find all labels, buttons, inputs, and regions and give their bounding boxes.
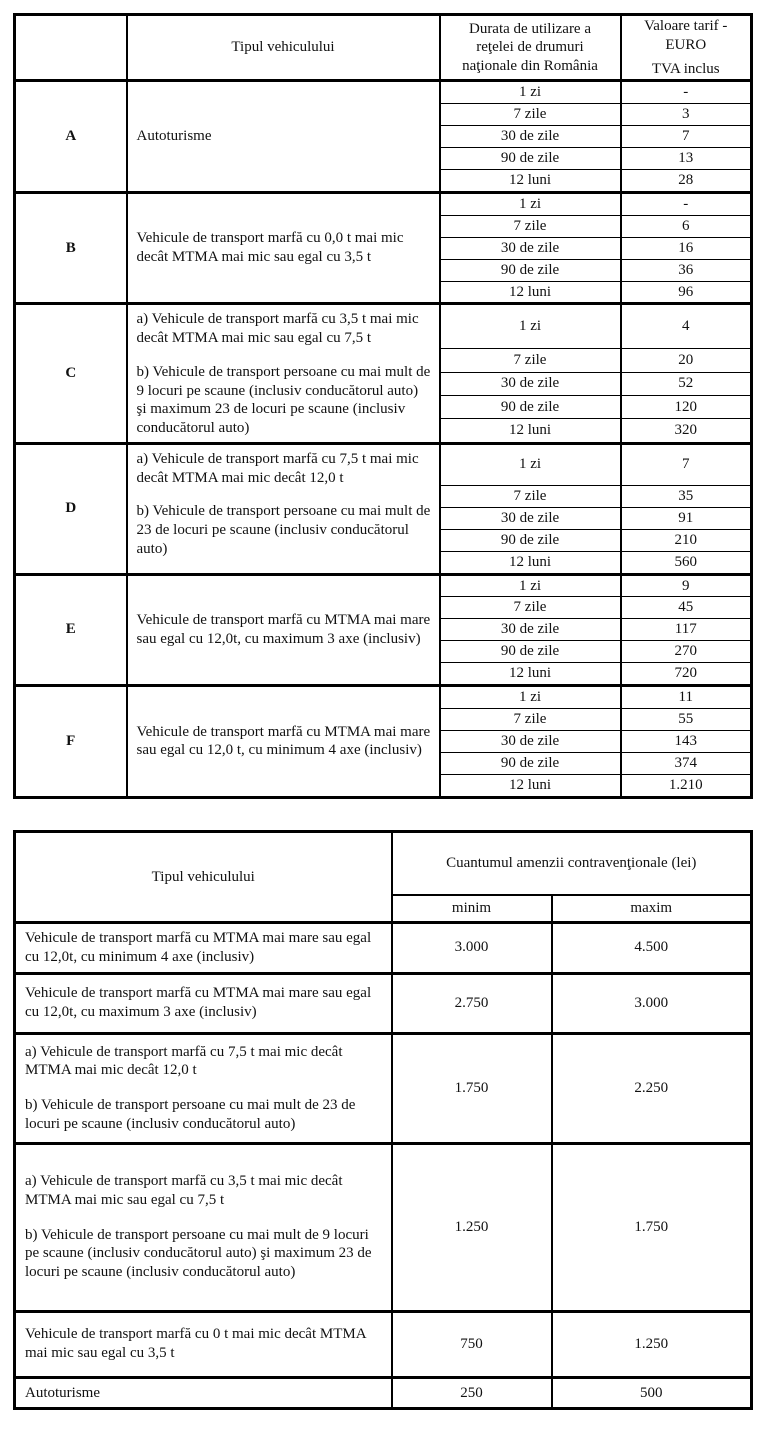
vehicle-description: Vehicule de transport marfă cu 0,0 t mai mic decât MTMA mai mic sau egal cu 3,5 t — [136, 230, 404, 265]
header-min: minim — [392, 895, 552, 923]
table-row — [15, 81, 752, 104]
duration-cell: 90 de zile — [440, 641, 621, 663]
vehicle-description: b) Vehicule de transport persoane cu mai mult de 9 locuri pe scaune (inclusiv conducătorul auto) şi maximum 23 de locuri pe scaune (inclusiv conducătorul auto) — [136, 363, 431, 436]
tariff-value-cell: 45 — [621, 597, 752, 619]
vehicle-description-cell — [127, 686, 440, 798]
table-row — [15, 443, 752, 485]
duration-cell: 30 de zile — [440, 619, 621, 641]
vehicle-description: Vehicule de transport marfă cu MTMA mai mare sau egal cu 12,0t, cu maximum 3 axe (inclusiv) — [136, 612, 431, 647]
vehicle-description-cell — [127, 81, 440, 193]
vehicle-description: Vehicule de transport marfă cu MTMA mai mare sau egal cu 12,0 t, cu minimum 4 axe (inclusiv) — [136, 723, 431, 759]
vehicle-description: a) Vehicule de transport marfă cu 7,5 t mai mic decât MTMA mai mic decât 12,0 t — [136, 450, 419, 486]
duration-cell: 12 luni — [440, 170, 621, 193]
fine-max-cell: 3.000 — [552, 973, 752, 1033]
tariff-value-cell: 91 — [621, 507, 752, 529]
tariff-value-cell: 35 — [621, 485, 752, 507]
tariff-value-cell: 55 — [621, 708, 752, 730]
fine-max-cell: 1.250 — [552, 1311, 752, 1377]
tariff-value-cell: 210 — [621, 529, 752, 551]
header-vehicle-type: Tipul vehiculului — [127, 15, 440, 81]
header-tariff — [621, 15, 752, 81]
tariff-value-cell: 120 — [621, 395, 752, 418]
duration-cell: 1 zi — [440, 304, 621, 349]
tariff-value-cell: 7 — [621, 443, 752, 485]
vehicle-description: a) Vehicule de transport marfă cu 7,5 t mai mic decât MTMA mai mic decât 12,0 t — [25, 1043, 343, 1079]
category-cell: A — [15, 81, 127, 193]
tariff-value-cell: 52 — [621, 372, 752, 395]
vehicle-description: b) Vehicule de transport persoane cu mai mult de 23 de locuri pe scaune (inclusiv conducătorul auto) — [25, 1097, 356, 1132]
fine-min-cell: 250 — [392, 1377, 552, 1409]
tariff-value-cell: 16 — [621, 237, 752, 259]
vehicle-description: Vehicule de transport marfă cu MTMA mai mare sau egal cu 12,0t, cu minimum 4 axe (inclusiv) — [25, 930, 372, 965]
duration-cell: 90 de zile — [440, 148, 621, 170]
vehicle-description-cell — [15, 1311, 392, 1377]
vehicle-description-cell — [15, 1033, 392, 1143]
vehicle-description: Autoturisme — [136, 128, 212, 145]
fine-min-cell: 1.250 — [392, 1143, 552, 1311]
fine-table — [13, 830, 753, 1410]
tariff-value-cell: 28 — [621, 170, 752, 193]
tariff-value-cell: 9 — [621, 574, 752, 597]
fine-min-cell: 3.000 — [392, 923, 552, 974]
tariff-value-cell: 320 — [621, 419, 752, 443]
duration-cell: 30 de zile — [440, 126, 621, 148]
tariff-value-cell: 96 — [621, 281, 752, 304]
tariff-value-cell: 270 — [621, 641, 752, 663]
tariff-value-cell: 20 — [621, 349, 752, 372]
duration-cell: 30 de zile — [440, 372, 621, 395]
duration-cell: 90 de zile — [440, 395, 621, 418]
duration-cell: 30 de zile — [440, 237, 621, 259]
fine-min-cell: 750 — [392, 1311, 552, 1377]
duration-cell: 90 de zile — [440, 259, 621, 281]
vehicle-description-cell — [15, 1377, 392, 1409]
table-row — [15, 1377, 752, 1409]
vehicle-description: b) Vehicule de transport persoane cu mai mult de 9 locuri pe scaune (inclusiv conducătorul auto) şi maximum 23 de locuri pe scaune (inclusiv conducătorul auto) — [25, 1226, 372, 1281]
table-row — [15, 923, 752, 974]
duration-cell: 30 de zile — [440, 730, 621, 752]
tariff-value-cell: 117 — [621, 619, 752, 641]
tariff-value-cell: - — [621, 192, 752, 215]
vehicle-description-cell — [127, 192, 440, 304]
vehicle-description-cell — [127, 304, 440, 444]
vehicle-description: b) Vehicule de transport persoane cu mai mult de 23 de locuri pe scaune (inclusiv conducătorul auto) — [136, 503, 431, 557]
fine-max-cell: 1.750 — [552, 1143, 752, 1311]
duration-cell: 7 zile — [440, 597, 621, 619]
vehicle-description: a) Vehicule de transport marfă cu 3,5 t mai mic decât MTMA mai mic sau egal cu 7,5 t — [136, 311, 419, 346]
category-cell: C — [15, 304, 127, 444]
tariff-value-cell: 13 — [621, 148, 752, 170]
category-cell: D — [15, 443, 127, 574]
table-row — [15, 1143, 752, 1311]
duration-cell: 12 luni — [440, 419, 621, 443]
duration-cell: 12 luni — [440, 551, 621, 574]
fine-min-cell: 1.750 — [392, 1033, 552, 1143]
duration-cell: 1 zi — [440, 574, 621, 597]
tariff-value-cell: 6 — [621, 215, 752, 237]
duration-cell: 7 zile — [440, 708, 621, 730]
tariff-value-cell: - — [621, 81, 752, 104]
header-category-cell — [15, 15, 127, 81]
header-max: maxim — [552, 895, 752, 923]
tariff-header-line-2: EURO — [665, 36, 707, 53]
vehicle-description: Autoturisme — [25, 1384, 100, 1401]
tariff-value-cell: 11 — [621, 686, 752, 709]
tariff-header-line-3: TVA inclus — [651, 60, 720, 77]
tariff-value-cell: 7 — [621, 126, 752, 148]
duration-cell: 90 de zile — [440, 529, 621, 551]
table-row — [15, 1033, 752, 1143]
duration-cell: 1 zi — [440, 686, 621, 709]
category-cell: F — [15, 686, 127, 798]
tariff-value-cell: 3 — [621, 104, 752, 126]
tariff-value-cell: 374 — [621, 752, 752, 774]
duration-cell: 12 luni — [440, 774, 621, 797]
duration-cell: 12 luni — [440, 663, 621, 686]
tariff-value-cell: 36 — [621, 259, 752, 281]
table-row — [15, 304, 752, 349]
duration-cell: 1 zi — [440, 81, 621, 104]
fine-max-cell: 4.500 — [552, 923, 752, 974]
tariff-value-cell: 720 — [621, 663, 752, 686]
tariff-table-header-row — [15, 15, 752, 81]
tariff-value-cell: 4 — [621, 304, 752, 349]
duration-cell: 7 zile — [440, 349, 621, 372]
duration-cell: 90 de zile — [440, 752, 621, 774]
table-row — [15, 973, 752, 1033]
header-duration: Durata de utilizare a reţelei de drumuri naţionale din România — [440, 15, 621, 81]
duration-cell: 1 zi — [440, 192, 621, 215]
fine-max-cell: 2.250 — [552, 1033, 752, 1143]
vehicle-description-cell — [15, 973, 392, 1033]
vehicle-description: Vehicule de transport marfă cu 0 t mai mic decât MTMA mai mic sau egal cu 3,5 t — [25, 1326, 366, 1361]
fine-min-cell: 2.750 — [392, 973, 552, 1033]
duration-cell: 30 de zile — [440, 507, 621, 529]
vehicle-description-cell — [127, 443, 440, 574]
duration-cell: 7 zile — [440, 485, 621, 507]
tariff-table — [13, 13, 753, 799]
duration-cell: 7 zile — [440, 215, 621, 237]
tariff-value-cell: 143 — [621, 730, 752, 752]
vehicle-description-cell — [15, 923, 392, 974]
table-row — [15, 192, 752, 215]
header-fine-title: Cuantumul amenzii contravenţionale (lei) — [392, 832, 752, 895]
table-row — [15, 1311, 752, 1377]
tariff-header-line-1: Valoare tarif - — [644, 18, 728, 34]
category-cell: B — [15, 192, 127, 304]
category-cell: E — [15, 574, 127, 686]
duration-cell: 1 zi — [440, 443, 621, 485]
vehicle-description: Vehicule de transport marfă cu MTMA mai mare sau egal cu 12,0t, cu maximum 3 axe (inclusiv) — [25, 985, 372, 1020]
table-row — [15, 686, 752, 709]
duration-cell: 7 zile — [440, 104, 621, 126]
header-vehicle-type: Tipul vehiculului — [15, 832, 392, 923]
vehicle-description-cell — [127, 574, 440, 686]
tariff-value-cell: 560 — [621, 551, 752, 574]
fine-table-header-row — [15, 832, 752, 895]
vehicle-description-cell — [15, 1143, 392, 1311]
tariff-value-cell: 1.210 — [621, 774, 752, 797]
vehicle-description: a) Vehicule de transport marfă cu 3,5 t mai mic decât MTMA mai mic sau egal cu 7,5 t — [25, 1173, 343, 1208]
table-row — [15, 574, 752, 597]
fine-max-cell: 500 — [552, 1377, 752, 1409]
duration-cell: 12 luni — [440, 281, 621, 304]
